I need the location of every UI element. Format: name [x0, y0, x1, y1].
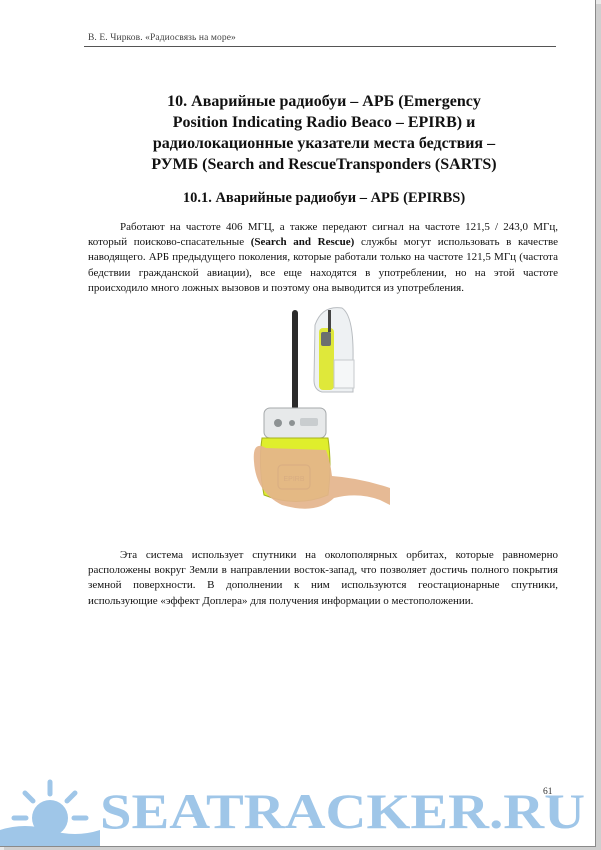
- header-rule: [84, 46, 556, 47]
- chapter-title: [84, 91, 564, 175]
- mounted-beacon-illustration: [314, 308, 354, 392]
- epirb-photo: [230, 300, 390, 520]
- watermark-text: SEATRACKER.RU: [100, 783, 585, 839]
- hand: [254, 446, 390, 509]
- paragraph-1: [88, 220, 558, 296]
- section-title: 10.1. Аварийные радиобуи – АРБ (EPIRBS): [182, 190, 466, 206]
- paragraph-1-text-b: службы могут использовать в качестве наводящего. АРБ предыдущего поколения, которые работали только на частоте 121,5 МГц (частота бедствии гражданской авиации), все еще находятся в употреблении, но на этой частоте происходило много ложных вызовов и поэтому она выводится из употребления.: [88, 236, 558, 294]
- page-shadow-right: [596, 4, 601, 850]
- paragraph-2: Эта система использует спутники на околополярных орбитах, которые равномерно расположены вокруг Земли в направлении восток-запад, что позволяет достичь полного покрытия земной поверхности. В дополнении к ним используются геостационарные спутники, использующие «эффект Доплера» для получения информации о местоположении.: [88, 549, 558, 607]
- sun-icon: [0, 782, 100, 846]
- chapter-title-line-3: радиолокационные указатели места бедствия –: [152, 135, 496, 152]
- paragraph-1-bold: (Search and Rescue): [250, 236, 355, 249]
- chapter-title-line-1: 10. Аварийные радиобуи – АРБ (Emergency: [167, 93, 481, 110]
- watermark: [0, 760, 595, 846]
- chapter-title-line-4: РУМБ (Search and RescueTransponders (SARTS): [151, 156, 497, 173]
- paragraph-1-text-a: Работают на частоте 406 МГЦ, а также передают сигнал на частоте 121,5 / 243,0 МГц, который поисково-спасательные: [88, 221, 558, 249]
- antenna: [292, 310, 298, 410]
- chapter-title-line-2: Position Indicating Radio Beaco – EPIRB) и: [172, 114, 476, 131]
- page-number: 61: [543, 787, 553, 797]
- running-header: В. Е. Чирков. «Радиосвязь на море»: [88, 33, 236, 43]
